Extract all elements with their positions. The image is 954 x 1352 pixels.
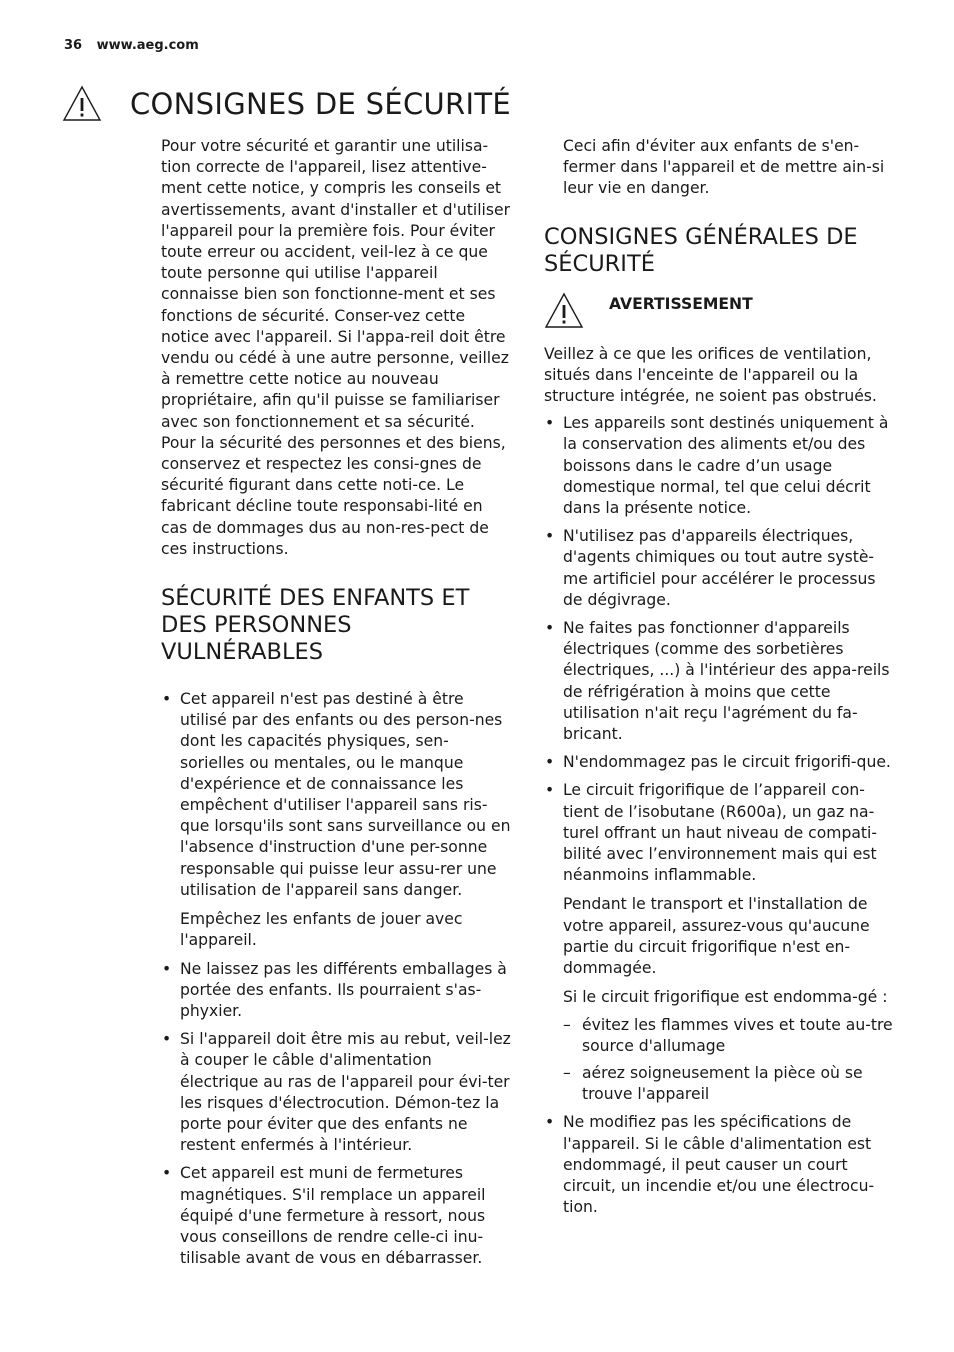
list-item-text: • Cet appareil est muni de fermetures magnétiques. S'il remplace un appareil équipé d'une fermeture à ressort, nous vous conseillons de rendre celle-ci inu-tilisable avant de vous en débarrasser.	[180, 1164, 486, 1268]
list-item	[161, 689, 511, 951]
children-section-heading: SÉCURITÉ DES ENFANTS ET DES PERSONNES VULNÉRABLES	[161, 585, 470, 666]
page-header	[64, 38, 199, 53]
list-item	[161, 1029, 511, 1156]
list-item-text: • Les appareils sont destinés uniquement à la conservation des aliments et/ou des boissons dans le cadre d’un usage domestique normal, tel que celui décrit dans la présente notice.	[563, 414, 889, 518]
warning-triangle-icon	[544, 292, 584, 330]
list-item	[544, 752, 896, 773]
page-title: CONSIGNES DE SÉCURITÉ	[130, 87, 511, 122]
list-item	[161, 1163, 511, 1269]
sub-list	[563, 1015, 896, 1106]
list-item-text: Si le circuit frigorifique est endomma-gé :	[563, 988, 888, 1007]
page-number: 36	[64, 38, 83, 53]
general-intro: Veillez à ce que les orifices de ventilation, situés dans l'enceinte de l'appareil ou la structure intégrée, ne soient pas obstrués.	[544, 344, 877, 406]
warning-notice	[544, 292, 896, 330]
intro-paragraph-1: Pour votre sécurité et garantir une utilisa-tion correcte de l'appareil, lisez attentive-ment cette notice, y compris les conseils et avertissements, avant d'installer et d'utiliser l'appareil pour la première fois. Pour éviter toute erreur ou accident, veil-lez à ce que toute personne qui utilise l'appareil connaisse bien son fonctionne-ment et ses fonctions de sécurité. Conser-vez cette notice avec l'appareil. Si l'appa-reil doit être vendu ou cédé à une autre personne, veillez à remettre cette notice au nouveau propriétaire, afin qu'il puisse se familiariser avec son fonctionnement et sa sécurité.	[161, 137, 510, 431]
list-item-text: • Si l'appareil doit être mis au rebut, veil-lez à couper le câble d'alimentation électrique au ras de l'appareil pour évi-ter les risques d'électrocution. Démon-tez la porte pour éviter que des enfants ne restent enfermés à l'intérieur.	[180, 1030, 511, 1155]
general-section-heading: CONSIGNES GÉNÉRALES DE SÉCURITÉ	[544, 223, 858, 277]
title-row	[62, 68, 511, 141]
list-item	[544, 618, 896, 745]
list-item-text: • Cet appareil n'est pas destiné à être utilisé par des enfants ou des person-nes dont les capacités physiques, sen-sorielles ou mentales, ou le manque d'expérience et de connaissance les empêchent d'utiliser l'appareil sans ris-que lorsqu'ils sont sans surveillance ou en l'absence d'instruction d'une per-sonne responsable qui puisse leur assu-rer une utilisation de l'appareil sans danger.	[180, 690, 511, 899]
list-item-text: • Ne faites pas fonctionner d'appareils électriques (comme des sorbetières électriques, ...) à l'intérieur des appa-reils de réfrigération à moins que cette utilisation n'ait reçu l'agrément du fa-bricant.	[563, 619, 890, 744]
intro-paragraph-2: Pour la sécurité des personnes et des biens, conservez et respectez les consi-gnes de sécurité figurant dans cette noti-ce. Le fabricant décline toute responsabi-lité en cas de dommages dus au non-res-pect de ces instructions.	[161, 433, 506, 558]
continued-text: Ceci afin d'éviter aux enfants de s'en-fermer dans l'appareil et de mettre ain-si leur vie en danger.	[563, 137, 885, 198]
list-item	[544, 526, 896, 611]
list-item-text: • Ne modifiez pas les spécifications de l'appareil. Si le câble d'alimentation est endommagé, il peut causer un court circuit, un incendie et/ou une électrocu-tion.	[563, 1113, 875, 1217]
left-column	[161, 136, 511, 1276]
right-column	[544, 136, 896, 1225]
website-url: www.aeg.com	[96, 38, 199, 53]
sub-list-item: – évitez les flammes vives et toute au-tre source d'allumage	[563, 1015, 896, 1057]
children-safety-list	[161, 689, 511, 1269]
sub-list-item: – aérez soigneusement la pièce où se trouve l'appareil	[563, 1063, 896, 1105]
list-item-text: • Ne laissez pas les différents emballages à portée des enfants. Ils pourraient s'as-phyxier.	[180, 959, 507, 1020]
list-item-text: • N'utilisez pas d'appareils électriques, d'agents chimiques ou tout autre systè-me artificiel pour accélérer le processus de dégivrage.	[563, 527, 876, 609]
warning-triangle-icon	[62, 85, 102, 123]
list-item	[544, 413, 896, 519]
warning-label: AVERTISSEMENT	[609, 294, 753, 313]
list-item	[544, 1112, 896, 1218]
list-item	[161, 959, 511, 1023]
general-safety-list	[544, 413, 896, 1218]
list-item	[544, 780, 896, 1105]
list-item-text: • N'endommagez pas le circuit frigorifi-que.	[563, 753, 891, 772]
list-item-text: • Le circuit frigorifique de l’appareil con-tient de l’isobutane (R600a), un gaz na-turel offrant un haut niveau de compati-bilité avec l’environnement mais qui est néanmoins inflammable.	[563, 781, 877, 885]
list-item-text: Pendant le transport et l'installation de votre appareil, assurez-vous qu'aucune partie du circuit frigorifique n'est en-dommagée.	[563, 895, 870, 978]
list-item-text: Empêchez les enfants de jouer avec l'appareil.	[180, 910, 463, 950]
